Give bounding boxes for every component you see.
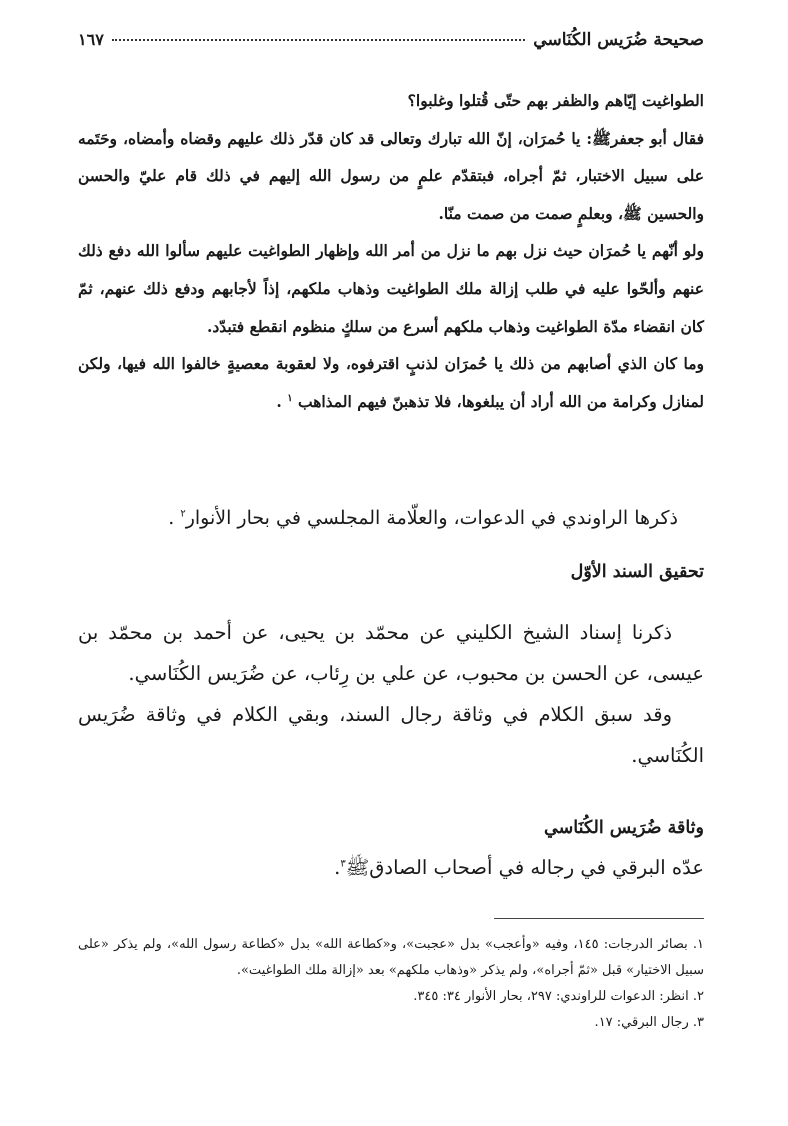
footnote-marker[interactable]: ٣	[340, 858, 346, 870]
page-number: ١٦٧	[78, 30, 104, 49]
footnotes	[78, 932, 704, 1036]
footnote-item: ٢. انظر: الدعوات للراوندي: ٢٩٧، بحار الأنوار ٣٤: ٣٤٥.	[413, 989, 704, 1004]
narration-paragraph: الطواغيت إيّاهم والظفر بهم حتّى قُتلوا وغلبوا؟	[407, 91, 704, 110]
header-title: صحيحة ضُرَيس الكُنَاسي	[533, 30, 704, 50]
body-paragraph: وقد سبق الكلام في وثاقة رجال السند، وبقي الكلام في وثاقة ضُرَيس الكُنَاسي.	[78, 703, 704, 767]
narration-paragraph	[78, 345, 704, 420]
section-body	[78, 612, 704, 776]
footnote-marker[interactable]: ٢	[180, 508, 186, 520]
narration-paragraph: ولو أنّهم يا حُمرَان حيث نزل بهم ما نزل من أمر الله وإظهار الطواغيت عليهم سألوا الله دفع ذلك عنهم وألحّوا عليه في طلب إزالة ملك الطواغيت وذهاب ملكهم، إذاً لأجابهم ودفع ذلك عنهم، ثمّ كان انقضاء مدّة الطواغيت وذهاب ملكهم أسرع من سلكٍ منظوم انقطع فتبدّد.	[78, 241, 704, 336]
citation-line	[78, 500, 678, 536]
footnote-divider	[494, 918, 704, 919]
narration-block	[78, 82, 704, 420]
footnote-item: ١. بصائر الدرجات: ١٤٥، وفيه «وأعجب» بدل «عجبت»، و«كطاعة الله» بدل «كطاعة رسول الله»، ولم يذكر «على سبيل الاختيار» قبل «ثمّ أجراه»، ولم يذكر «وذهاب ملكهم» بعد «إزالة ملك الطواغيت».	[78, 937, 704, 978]
citation-end: .	[168, 507, 175, 529]
running-header	[78, 30, 704, 60]
footnote-item: ٣. رجال البرقي: ١٧.	[594, 1015, 704, 1030]
narration-paragraph: فقال أبو جعفرﷺ: يا حُمرَان، إنّ الله تبارك وتعالى قد كان قدّر ذلك عليهم وقضاه وأمضاه، وحَتَمه على سبيل الاختبار، ثمّ أجراه، فبتقدّم علمٍ من رسول الله إليهم في ذلك قام عليّ والحسن والحسين ﷺ، وبعلمٍ صمت من صمت منّا.	[78, 128, 704, 223]
subsection-text	[78, 856, 704, 884]
header-leader-dots	[112, 39, 526, 41]
section-heading: تحقيق السند الأوّل	[570, 562, 704, 582]
citation-text: ذكرها الراوندي في الدعوات، والعلّامة المجلسي في بحار الأنوار	[185, 507, 678, 529]
footnote-marker[interactable]: ١	[287, 392, 293, 404]
subsection-sentence: عدّه البرقي في رجاله في أصحاب الصادقﷺ	[345, 856, 704, 879]
subsection-heading: وثاقة ضُرَيس الكُنَاسي	[543, 818, 704, 838]
subsection-end: .	[334, 856, 341, 879]
body-paragraph: ذكرنا إسناد الشيخ الكليني عن محمّد بن يحيى، عن أحمد بن محمّد بن عيسى، عن الحسن بن محبوب، عن علي بن رِئاب، عن ضُرَيس الكُنَاسي.	[78, 621, 704, 685]
narration-text: وما كان الذي أصابهم من ذلك يا حُمرَان لذنبٍ اقترفوه، ولا لعقوبة معصيةٍ خالفوا الله فيها، ولكن لمنازل وكرامة من الله أراد أن يبلغوها، فلا تذهبنّ فيهم المذاهب	[78, 354, 704, 411]
narration-end: .	[276, 391, 282, 411]
